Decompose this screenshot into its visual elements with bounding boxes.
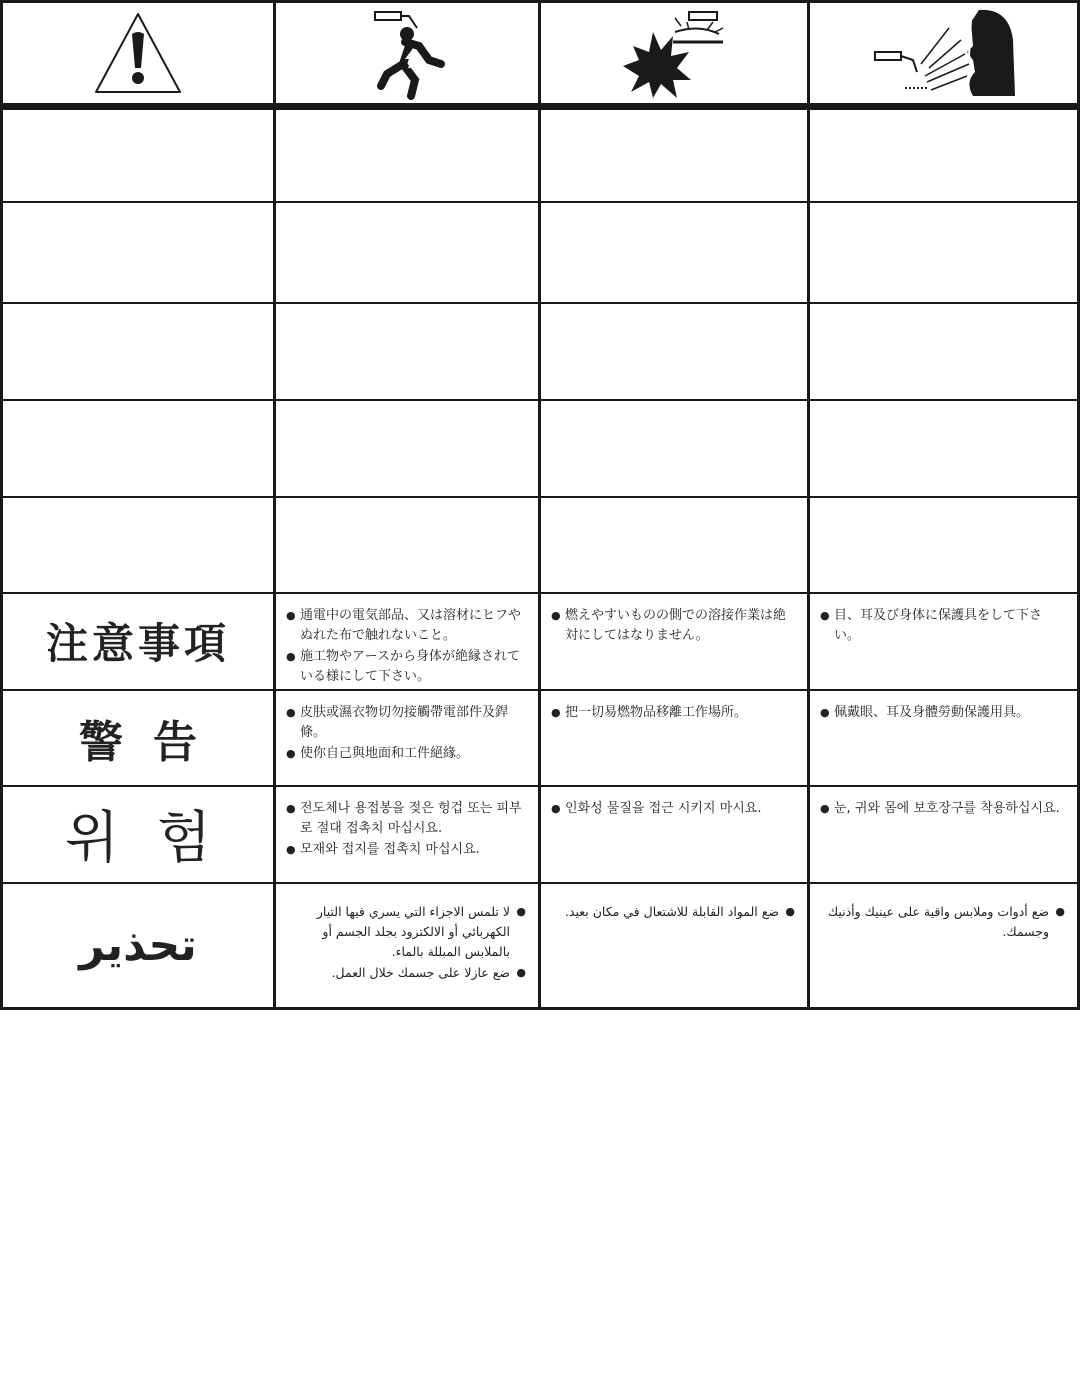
message-item: ● 通電中の電気部品、又は溶材にヒフやぬれた布で触れないこと。 (286, 606, 524, 646)
language-label: تحذير (79, 920, 197, 971)
message-item: ● ضع المواد القابلة للاشتعال في مكان بعيد. (555, 902, 795, 922)
message-item: ● 把一切易燃物品移離工作場所。 (551, 703, 793, 723)
message-item: ● 인화성 물질을 접근 시키지 마시요. (551, 799, 793, 819)
message-item: ● 佩戴眼、耳及身體勞動保護用具。 (820, 703, 1063, 723)
message-item: ● 施工物やアースから身体が絶縁されている様にして下さい。 (286, 647, 524, 687)
message-item: ● ضع عازلا على جسمك خلال العمل. (290, 963, 526, 983)
language-label: 警告 (79, 716, 227, 768)
message-item: ● لا تلمس الاجزاء التي يسري فيها التيار الكهربائي أو الالكترود بجلد الجسم أو بالملابس المبللة بالماء. (290, 902, 526, 962)
column-divider (538, 0, 541, 1010)
language-label: 위험 (64, 806, 250, 871)
message-item: ● 皮肤或濕衣物切勿接觸帶電部件及銲條。 (286, 703, 524, 743)
message-item: ● 눈, 귀와 몸에 보호장구를 착용하십시요. (820, 799, 1063, 819)
message-item: ● 使你自己與地面和工件絕緣。 (286, 744, 524, 764)
message-item: ● 전도체나 용접봉을 젖은 헝겁 또는 피부로 절대 접촉치 마십시요. (286, 799, 524, 839)
column-divider (807, 0, 810, 1010)
message-item: ● 모재와 접지를 접촉치 마십시요. (286, 840, 524, 860)
message-item: ● ضع أدوات وملابس واقية على عينيك وأذنيك وجسمك. (824, 902, 1065, 942)
message-item: ● 燃えやすいものの側での溶接作業は絶対にしてはなりません。 (551, 606, 793, 646)
message-item: ● 目、耳及び身体に保護具をして下さい。 (820, 606, 1063, 646)
column-divider (273, 0, 276, 1010)
language-label: 注意事項 (45, 619, 230, 668)
